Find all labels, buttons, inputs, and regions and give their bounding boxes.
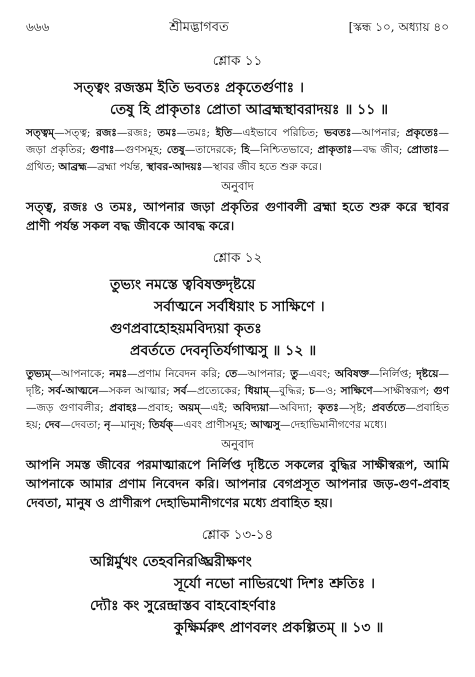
gloss-word: তুভ্যম্ xyxy=(26,368,51,380)
shloka-12-title: শ্লোক ১২ xyxy=(212,250,263,266)
gloss-word: ভবতঃ xyxy=(324,127,352,139)
gloss-word: রজঃ xyxy=(96,127,117,139)
gloss-meaning: —সাক্ষীস্বরূপ; xyxy=(372,385,434,397)
gloss-meaning: —প্রত্যেকের; xyxy=(186,385,245,397)
gloss-word: তে xyxy=(225,368,238,380)
shloka-13-verse xyxy=(26,551,449,639)
shloka-12-verse xyxy=(26,274,449,362)
gloss-meaning: —তমঃ; xyxy=(176,127,216,139)
gloss-meaning: —সত্ত্ব; xyxy=(54,127,97,139)
gloss-meaning: —বুদ্ধির; xyxy=(268,385,310,397)
verse-line: কুক্ষির্মরুৎ প্রাণবলং প্রকল্পিতম্ ॥ ১৩ ॥ xyxy=(174,620,384,636)
gloss-word: আত্মসু xyxy=(250,419,280,431)
gloss-meaning: —দেবতা; xyxy=(60,419,105,431)
chapter-reference: [স্কন্ধ ১০, অধ্যায় ৪০ xyxy=(348,20,449,34)
gloss-word: কৃতঃ xyxy=(318,402,339,414)
shloka-13-14-title: শ্লোক ১৩-১৪ xyxy=(201,527,274,543)
gloss-word: ধিয়াম্ xyxy=(244,385,269,397)
gloss-meaning: —তাদেরকে; xyxy=(184,144,242,156)
gloss-word: অবিষক্ত xyxy=(335,368,369,380)
gloss-word: প্রকৃতেঃ xyxy=(405,127,439,139)
page-header xyxy=(26,18,449,38)
gloss-meaning: —দৃষ্টি; xyxy=(26,368,449,397)
gloss-word: দৃষ্টয়ে xyxy=(416,368,439,380)
shloka-12-translation: আপনি সমস্ত জীবের পরমাত্মারূপে নির্লিপ্ত দৃষ্টিতে সকলের বুদ্ধির সাক্ষীস্বরূপ, আমি আপনাকে আমার প্রণাম নিবেদন করি। আপনার বেগপ্রসূত আপনার জড়-গুণ-প্রবাহ দেবতা, মানুষ ও প্রাণীরূপ দেহাভিমানীগণের মধ্যে প্রবাহিত হয়। xyxy=(26,457,449,510)
gloss-word: সাক্ষিণে xyxy=(340,385,373,397)
gloss-word: গুণ xyxy=(433,385,449,397)
shloka-11-translation: সত্ত্ব, রজঃ ও তমঃ, আপনার জড়া প্রকৃতির গুণাবলী ব্রহ্মা হতে শুরু করে স্থাবর প্রাণী পর্যন্ত সকল বদ্ধ জীবকে আবদ্ধ করে। xyxy=(26,199,449,233)
verse-line: তেষু হি প্রাকৃতাঃ প্রোতা আব্রহ্মস্থাবরাদয়ঃ ॥ ১১ ॥ xyxy=(110,102,389,118)
gloss-meaning: —সকল আত্মার; xyxy=(98,385,174,397)
gloss-word: তেষু xyxy=(166,144,185,156)
gloss-meaning: —প্রবাহিত হয়; xyxy=(26,402,449,431)
gloss-meaning: —গ্রথিত; xyxy=(26,144,450,173)
verse-line: অগ্নির্মুখং তেহবনিরঙ্ঘ্রিরীক্ষণং xyxy=(90,554,252,570)
gloss-word: প্রোতাঃ xyxy=(406,144,439,156)
gloss-meaning: —এই; xyxy=(200,402,234,414)
shloka-11-word-meanings xyxy=(26,125,449,176)
gloss-meaning: —নির্লিপ্ত; xyxy=(368,368,417,380)
gloss-word: সর্ব xyxy=(173,385,187,397)
gloss-meaning: —আপনাকে; xyxy=(50,368,110,380)
verse-line: দ্যৌঃ কং সুরেন্দ্রাস্তব বাহবোহর্ণবাঃ xyxy=(90,598,277,614)
gloss-word: নমঃ xyxy=(109,368,128,380)
book-title: শ্রীমদ্ভাগবত xyxy=(169,20,229,35)
verse-line: সর্বাত্মনে সর্বধিয়াং চ সাক্ষিণে । xyxy=(154,299,325,315)
gloss-word: স্থাবর-আদয়ঃ xyxy=(146,161,203,173)
page-number: ৬৬৬ xyxy=(26,20,50,34)
gloss-word: তমঃ xyxy=(157,127,177,139)
verse-line: তুভ্যং নমস্তে ত্ববিষক্তদৃষ্টয়ে xyxy=(110,277,256,293)
gloss-meaning: —আপনার; xyxy=(237,368,291,380)
shloka-11-translation-heading: অনুবাদ xyxy=(221,179,254,193)
gloss-meaning: —নিশ্চিতভাবে; xyxy=(249,144,318,156)
verse-line: গুণপ্রবাহোহয়মবিদ্যয়া কৃতঃ xyxy=(110,321,262,337)
gloss-word: চ xyxy=(309,385,315,397)
gloss-meaning: —ব্রহ্মা পর্যন্ত, xyxy=(86,161,147,173)
gloss-word: সর্ব-আত্মনে xyxy=(48,385,99,397)
gloss-meaning: —অবিদ্যা; xyxy=(268,402,319,414)
gloss-meaning: —এইভাবে পরিচিত; xyxy=(232,127,325,139)
gloss-word: গুণাঃ xyxy=(90,144,115,156)
gloss-meaning: —জড় গুণাবলীর; xyxy=(26,402,110,414)
shloka-11-title: শ্লোক ১১ xyxy=(212,53,263,69)
gloss-meaning: —প্রণাম নিবেদন করি; xyxy=(127,368,226,380)
shloka-12-word-meanings xyxy=(26,366,449,434)
gloss-word: প্রাকৃতাঃ xyxy=(317,144,353,156)
gloss-meaning: —গুণসমূহ; xyxy=(114,144,167,156)
gloss-meaning: —ও; xyxy=(314,385,341,397)
verse-line: সূর্যো নভো নাভিরথো দিশঃ শ্রুতিঃ । xyxy=(174,576,375,592)
gloss-meaning: —এবং প্রাণীসমূহ; xyxy=(173,419,251,431)
gloss-word: প্রবর্ততে xyxy=(371,402,406,414)
gloss-word: দেব xyxy=(44,419,61,431)
gloss-word: তু xyxy=(290,368,299,380)
gloss-meaning: —বদ্ধ জীব; xyxy=(352,144,407,156)
gloss-meaning: —সৃষ্ট; xyxy=(338,402,372,414)
verse-line: প্রবর্ততে দেবনৃতির্যগাত্মসু ॥ ১২ ॥ xyxy=(130,343,317,359)
gloss-meaning: —দেহাভিমানীগণের মধ্যে। xyxy=(279,419,388,431)
gloss-word: নৃ xyxy=(104,419,111,431)
gloss-word: আব্রহ্ম xyxy=(58,161,87,173)
gloss-meaning: —স্থাবর জীব হতে শুরু করে। xyxy=(202,161,322,173)
gloss-word: অবিদ্যয়া xyxy=(233,402,269,414)
gloss-word: তির্যক্ xyxy=(148,419,173,431)
gloss-meaning: —এবং; xyxy=(298,368,336,380)
gloss-word: হি xyxy=(241,144,250,156)
gloss-meaning: —জড়া প্রকৃতির; xyxy=(26,127,449,156)
gloss-meaning: —আপনার; xyxy=(351,127,406,139)
gloss-word: সত্ত্বম্ xyxy=(26,127,55,139)
verse-line: সত্ত্বং রজস্তম ইতি ভবতঃ প্রকৃতের্গুণাঃ । xyxy=(74,80,304,96)
gloss-word: ইতি xyxy=(215,127,233,139)
gloss-meaning: —প্রবাহ; xyxy=(137,402,179,414)
gloss-meaning: —রজঃ; xyxy=(116,127,158,139)
shloka-12-translation-heading: অনুবাদ xyxy=(221,437,254,451)
gloss-meaning: —মানুষ; xyxy=(110,419,149,431)
shloka-11-verse xyxy=(26,77,449,121)
gloss-word: অয়ম্ xyxy=(178,402,201,414)
gloss-word: প্রবাহঃ xyxy=(109,402,138,414)
